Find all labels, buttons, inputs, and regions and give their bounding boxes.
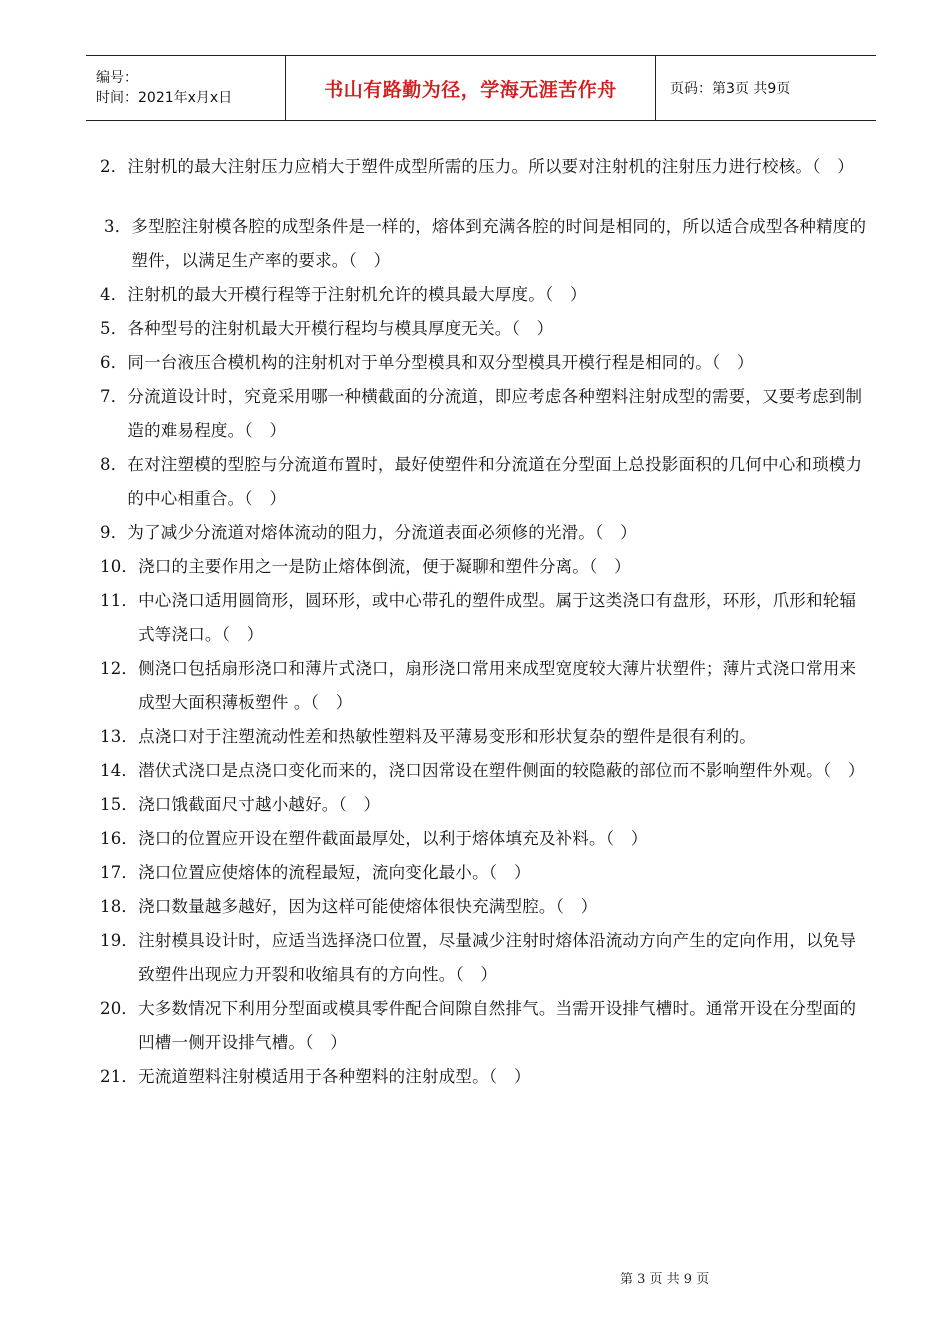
question-text: 分流道设计时，究竟采用哪一种横截面的分流道，即应考虑各种塑料注射成型的需要，又要考虑到制造的难易程度。（ ） (127, 387, 863, 440)
question-text: 浇口的位置应开设在塑件截面最厚处，以利于熔体填充及补料。（ ） (138, 829, 648, 848)
question-text: 注射机的最大开模行程等于注射机允许的模具最大厚度。（ ） (127, 285, 587, 304)
question-item (100, 754, 870, 788)
question-item (100, 550, 870, 584)
question-item (100, 652, 870, 720)
question-number: 11． (100, 591, 139, 610)
question-item (100, 380, 870, 448)
question-text: 点浇口对于注塑流动性差和热敏性塑料及平薄易变形和形状复杂的塑件是很有利的。 (138, 727, 757, 746)
question-text: 注射模具设计时，应适当选择浇口位置，尽量减少注射时熔体沿流动方向产生的定向作用，以免导致塑件出现应力开裂和收缩具有的方向性。（ ） (138, 931, 857, 984)
header-motto (286, 56, 656, 120)
question-item (100, 278, 870, 312)
question-text: 为了减少分流道对熔体流动的阻力，分流道表面必须修的光滑。（ ） (127, 523, 637, 542)
footer-page-number: 第 3 页 共 9 页 (620, 1272, 710, 1287)
question-number: 17． (100, 863, 139, 882)
question-item (100, 890, 870, 924)
question-number: 10． (100, 557, 139, 576)
question-text: 浇口饿截面尺寸越小越好。（ ） (138, 795, 381, 814)
question-number: 19． (100, 931, 139, 950)
question-number: 20． (100, 999, 139, 1018)
question-number: 14． (100, 761, 139, 780)
question-number: 5． (100, 319, 128, 338)
question-number: 3． (104, 217, 132, 236)
header-page-label: 页码：第3页 共9页 (670, 81, 791, 97)
question-text: 在对注塑模的型腔与分流道布置时，最好使塑件和分流道在分型面上总投影面积的几何中心和琐模力的中心相重合。（ ） (127, 455, 863, 508)
question-number: 15． (100, 795, 139, 814)
page-footer (620, 1268, 709, 1287)
question-text: 同一台液压合模机构的注射机对于单分型模具和双分型模具开模行程是相同的。（ ） (127, 353, 754, 372)
question-number: 16． (100, 829, 139, 848)
question-text: 注射机的最大注射压力应梢大于塑件成型所需的压力。所以要对注射机的注射压力进行校核。（ ） (127, 157, 854, 176)
question-number: 13． (100, 727, 139, 746)
question-item (100, 516, 870, 550)
question-item (100, 992, 870, 1060)
question-item (100, 1060, 870, 1094)
question-number: 6． (100, 353, 128, 372)
question-number: 4． (100, 285, 128, 304)
header-page-info (656, 56, 876, 120)
question-item (100, 822, 870, 856)
question-text: 大多数情况下利用分型面或模具零件配合间隙自然排气。当需开设排气槽时。通常开设在分型面的凹槽一侧开设排气槽。（ ） (138, 999, 857, 1052)
question-text: 多型腔注射模各腔的成型条件是一样的，熔体到充满各腔的时间是相同的，所以适合成型各种精度的塑件，以满足生产率的要求。（ ） (131, 217, 867, 270)
question-number: 7． (100, 387, 128, 406)
question-item (100, 312, 870, 346)
question-item (100, 210, 870, 278)
motto-text: 书山有路勤为径，学海无涯苦作舟 (324, 78, 617, 101)
question-text: 浇口的主要作用之一是防止熔体倒流，便于凝聊和塑件分离。（ ） (138, 557, 631, 576)
question-number: 18． (100, 897, 139, 916)
question-number: 2． (100, 157, 128, 176)
document-number-label: 编号： (96, 70, 138, 86)
question-item (100, 856, 870, 890)
question-text: 浇口数量越多越好，因为这样可能使熔体很快充满型腔。（ ） (138, 897, 598, 916)
question-text: 浇口位置应使熔体的流程最短，流向变化最小。（ ） (138, 863, 531, 882)
question-item (100, 788, 870, 822)
question-item (100, 346, 870, 380)
question-text: 侧浇口包括扇形浇口和薄片式浇口，扇形浇口常用来成型宽度较大薄片状塑件；薄片式浇口常用来成型大面积薄板塑件 。（ ） (138, 659, 857, 712)
question-text: 中心浇口适用圆筒形，圆环形，或中心带孔的塑件成型。属于这类浇口有盘形，环形，爪形和轮辐式等浇口。（ ） (138, 591, 857, 644)
question-number: 12． (100, 659, 139, 678)
question-item (100, 448, 870, 516)
document-time-label: 时间：2021年x月x日 (96, 90, 233, 106)
question-item (100, 584, 870, 652)
header-meta (86, 56, 286, 120)
question-item (100, 150, 870, 184)
question-item (100, 924, 870, 992)
question-item (100, 720, 870, 754)
question-number: 9． (100, 523, 128, 542)
question-text: 各种型号的注射机最大开模行程均与模具厚度无关。（ ） (127, 319, 554, 338)
question-number: 8． (100, 455, 128, 474)
question-number: 21． (100, 1067, 139, 1086)
document-header (86, 55, 876, 121)
question-list (100, 150, 870, 1094)
question-text: 无流道塑料注射模适用于各种塑料的注射成型。（ ） (138, 1067, 531, 1086)
question-text: 潜伏式浇口是点浇口变化而来的，浇口因常设在塑件侧面的较隐蔽的部位而不影响塑件外观。（ ） (138, 761, 865, 780)
